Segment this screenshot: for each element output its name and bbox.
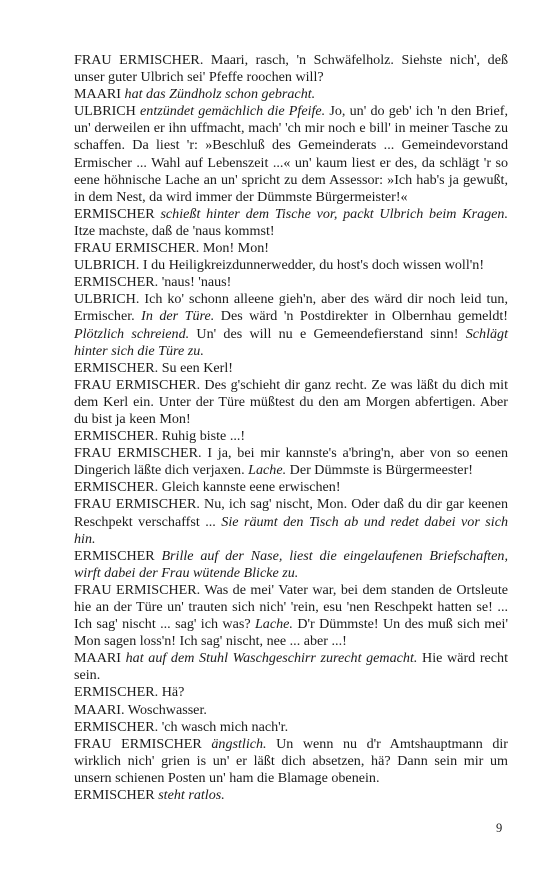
stage-direction: hat das Zündholz schon gebracht. bbox=[124, 86, 316, 103]
text-paragraph bbox=[74, 548, 508, 582]
text-paragraph bbox=[74, 582, 508, 650]
text-paragraph bbox=[74, 719, 508, 736]
dialogue-text: MAARI bbox=[74, 650, 126, 667]
dialogue-text: Jo, un' do geb' ich 'n den Brief, un' derweilen er ihn uffmacht, mach' 'ch mir noch e bill' in meiner Tasche zu schaffen. Da liest 'r: »Beschluß des Gemeinderats ... Gemeindevorstand Ermischer ... Wahl auf Lebenszeit ...« un' kaum liest er des, da schlägt 'r so eene höhnische Lache an un' spricht zu dem Assessor: »Ich hab's ja gewußt, in dem Nest, da wird immer der Dümmste Bürgermeister!« bbox=[74, 103, 508, 205]
dialogue-text: Un wenn nu d'r Amtshauptmann dir wirklich nich' grien is un' er läßt dich absetzen, hä? Dann sein mir um unsern schienen Posten un' ham die Blamage obenein. bbox=[74, 735, 509, 786]
stage-direction: ängstlich. bbox=[211, 735, 267, 752]
text-paragraph bbox=[74, 103, 508, 206]
text-paragraph bbox=[74, 479, 508, 496]
dialogue-text: ERMISCHER. Su een Kerl! bbox=[74, 359, 233, 376]
stage-direction: Lache. bbox=[254, 616, 293, 633]
dialogue-text: Des wärd 'n Postdirekter in Olbernhau gemeldt! bbox=[214, 308, 508, 325]
dialogue-text: FRAU ERMISCHER. Des g'schieht dir ganz recht. Ze was läßt du dich mit dem Kerl ein. Unter der Türe müßtest du den am Morgen abfertigen. Aber du bist ja keen Mon! bbox=[74, 376, 508, 427]
dialogue-text: ERMISCHER. 'ch wasch mich nach'r. bbox=[74, 718, 289, 735]
dialogue-text: Der Dümmste is Bürgermeester! bbox=[286, 462, 473, 479]
dialogue-text: ULBRICH bbox=[74, 103, 141, 120]
page-number: 9 bbox=[496, 821, 503, 835]
stage-direction: Plötzlich schreiend. bbox=[74, 325, 190, 342]
dialogue-text: ERMISCHER. Hä? bbox=[74, 684, 185, 701]
text-paragraph bbox=[74, 428, 508, 445]
stage-direction: In der Türe. bbox=[141, 308, 215, 325]
text-paragraph bbox=[74, 702, 508, 719]
stage-direction: steht ratlos. bbox=[158, 787, 225, 804]
dialogue-text: FRAU ERMISCHER. Nu, ich sag' nischt, Mon. Oder daß du dir gar keenen Reschpekt verschaffst ... bbox=[74, 496, 508, 530]
text-paragraph bbox=[74, 787, 508, 804]
stage-direction: schießt hinter dem Tische vor, packt Ulbrich beim Kragen. bbox=[160, 205, 508, 222]
stage-direction: Brille auf der Nase, liest die eingelaufenen Briefschaften, wirft dabei der Frau wütende Blicke zu. bbox=[74, 547, 508, 581]
dialogue-text: ERMISCHER bbox=[74, 787, 159, 804]
text-paragraph bbox=[74, 240, 508, 257]
dialogue-text: FRAU ERMISCHER. Mon! Mon! bbox=[74, 240, 269, 257]
stage-direction: entzündet gemächlich die Pfeife. bbox=[140, 103, 326, 120]
dialogue-text: MAARI bbox=[74, 86, 125, 103]
stage-direction: hat auf dem Stuhl Waschgeschirr zurecht gemacht. bbox=[125, 650, 418, 667]
text-paragraph bbox=[74, 86, 508, 103]
text-paragraph bbox=[74, 360, 508, 377]
dialogue-text: ULBRICH. Ich ko' schonn alleene gieh'n, aber des wärd dir noch leid tun, Ermischer. bbox=[74, 291, 508, 325]
text-paragraph bbox=[74, 496, 508, 547]
dialogue-text: FRAU ERMISCHER bbox=[74, 735, 212, 752]
dialogue-text: Itze machste, daß de 'naus kommst! bbox=[74, 222, 275, 239]
dialogue-text: FRAU ERMISCHER. I ja, bei mir kannste's a'bring'n, aber von so eenen Dingerich läßte dich verjaxen. bbox=[74, 445, 508, 479]
stage-direction: Sie räumt den Tisch ab und redet dabei vor sich hin. bbox=[74, 513, 509, 547]
text-paragraph bbox=[74, 52, 508, 86]
dialogue-text: FRAU ERMISCHER. Was de mei' Vater war, bei dem standen de Ortsleute hie an der Türe un' trauten sich nich' 'rein, esu 'nen Reschpekt hatten se! ... Ich sag' nischt ... sag' ich was? bbox=[74, 581, 508, 633]
text-paragraph bbox=[74, 736, 508, 787]
dialogue-text: ERMISCHER. 'naus! 'naus! bbox=[74, 274, 232, 291]
text-paragraph bbox=[74, 377, 508, 428]
dialogue-text: Hie wärd recht sein. bbox=[74, 650, 508, 684]
text-paragraph bbox=[74, 650, 508, 684]
stage-direction: Lache. bbox=[248, 462, 287, 479]
dialogue-text: FRAU ERMISCHER. Maari, rasch, 'n Schwäfelholz. Siehste nich', deß unser guter Ulbrich sei' Pfeffe roochen will? bbox=[74, 52, 508, 86]
dialogue-text: D'r Dümmste! Un des muß sich mei' Mon sagen loss'n! Ich sag' nischt, nee ... aber ...! bbox=[74, 616, 508, 650]
text-paragraph bbox=[74, 684, 508, 701]
dialogue-text: ERMISCHER. Gleich kannste eene erwischen! bbox=[74, 479, 341, 496]
text-paragraph bbox=[74, 445, 508, 479]
text-paragraph bbox=[74, 291, 508, 359]
dialogue-text: MAARI. Woschwasser. bbox=[74, 701, 207, 718]
text-paragraph bbox=[74, 206, 508, 240]
stage-direction: Schlägt hinter sich die Türe zu. bbox=[74, 325, 509, 359]
text-paragraph bbox=[74, 257, 508, 274]
dialogue-text: Un' des will nu e Gemeendefierstand sinn! bbox=[189, 325, 466, 342]
text-paragraph bbox=[74, 274, 508, 291]
dialogue-text: ERMISCHER bbox=[74, 547, 162, 564]
dialogue-text: ERMISCHER bbox=[74, 205, 161, 222]
page-body bbox=[74, 52, 508, 804]
dialogue-text: ERMISCHER. Ruhig biste ...! bbox=[74, 428, 246, 445]
dialogue-text: ULBRICH. I du Heiligkreizdunnerwedder, du host's doch wissen woll'n! bbox=[74, 257, 485, 274]
